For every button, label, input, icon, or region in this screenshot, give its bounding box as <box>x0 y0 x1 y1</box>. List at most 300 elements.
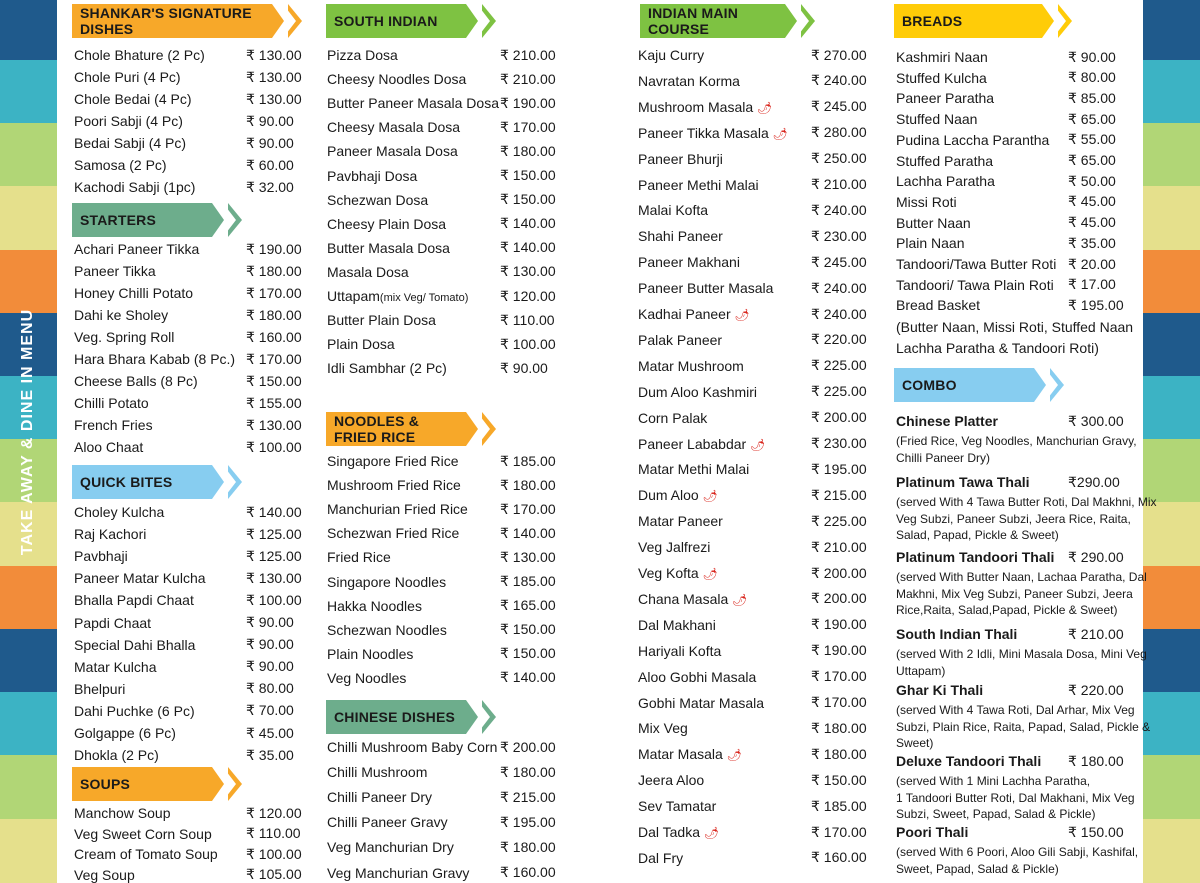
combo-price: ₹ 300.00 <box>1068 412 1124 429</box>
menu-item <box>896 296 1138 314</box>
chili-icon: 🌶 <box>757 100 773 115</box>
menu-item <box>638 668 881 686</box>
item-price: ₹ 180.00 <box>500 763 556 780</box>
menu-item <box>74 134 316 152</box>
item-price: ₹ 225.00 <box>811 383 867 400</box>
item-price: ₹ 140.00 <box>500 239 556 256</box>
item-name: Dum Aloo 🌶 <box>638 487 718 504</box>
menu-item <box>638 383 881 401</box>
item-price: ₹ 220.00 <box>811 331 867 348</box>
combo-description: (served With 4 Tawa Roti, Dal Arhar, Mix Veg <box>896 703 1135 717</box>
menu-item <box>74 240 316 258</box>
item-name: Butter Paneer Masala Dosa <box>327 95 499 112</box>
item-name: Singapore Noodles <box>327 573 447 590</box>
combo-description: Makhni, Mix Veg Subzi, Paneer Subzi, Jeera <box>896 586 1133 601</box>
item-price: ₹ 230.00 <box>811 227 867 244</box>
item-name: Chilli Potato <box>74 395 149 411</box>
item-name: Chilli Mushroom Baby Corn <box>327 739 498 755</box>
item-name: Corn Palak <box>638 409 708 426</box>
item-price: ₹ 180.00 <box>500 838 556 855</box>
item-name: Tandoori/Tawa Butter Roti <box>896 256 1057 272</box>
item-price: ₹ 225.00 <box>811 357 867 374</box>
menu-item <box>327 548 570 566</box>
item-price: ₹ 140.00 <box>246 503 302 520</box>
menu-item <box>327 813 570 831</box>
item-name: Cheesy Plain Dosa <box>327 215 447 232</box>
menu-item <box>74 866 316 883</box>
item-name: Bread Basket <box>896 297 981 314</box>
item-price: ₹ 190.00 <box>500 94 556 111</box>
main-course-title: INDIAN MAIN COURSE <box>640 4 785 38</box>
menu-item <box>896 152 1138 170</box>
menu-item <box>638 305 881 323</box>
item-name: Schezwan Noodles <box>327 621 447 638</box>
item-price: ₹ 100.00 <box>246 845 302 862</box>
item-name: Uttapam(mix Veg/ Tomato) <box>327 288 469 304</box>
item-price: ₹ 180.00 <box>811 745 867 762</box>
combo-item <box>896 625 1136 643</box>
menu-item <box>74 156 316 174</box>
menu-item <box>74 90 316 108</box>
item-name: Stuffed Naan <box>896 111 978 128</box>
item-name: Chole Bhature (2 Pc) <box>74 47 205 63</box>
item-price: ₹ 90.00 <box>246 112 294 129</box>
combo-description: (served With Butter Naan, Lachaa Paratha, Dal <box>896 570 1147 584</box>
item-name: Schezwan Dosa <box>327 191 429 208</box>
item-price: ₹ 90.00 <box>246 636 294 653</box>
chinese-title: CHINESE DISHES <box>326 700 466 734</box>
item-name: Dum Aloo Kashmiri <box>638 383 758 400</box>
breads-title: BREADS <box>894 4 1042 38</box>
item-price: ₹ 65.00 <box>1068 110 1116 127</box>
item-name: Malai Kofta <box>638 202 709 219</box>
chili-icon: 🌶 <box>702 567 718 581</box>
combo-item <box>896 473 1136 491</box>
item-name: Shahi Paneer <box>638 228 723 245</box>
menu-item <box>74 328 316 346</box>
item-name: Dahi ke Sholey <box>74 307 169 323</box>
menu-item <box>74 46 316 64</box>
chili-icon: 🌶 <box>726 748 743 763</box>
banner-arrow-icon <box>228 203 242 237</box>
menu-item <box>74 284 316 302</box>
banner-arrow-icon <box>466 4 478 38</box>
menu-item <box>327 94 570 112</box>
item-name: Veg Manchurian Gravy <box>327 864 470 881</box>
side-label: TAKE AWAY & DINE IN MENU <box>19 308 36 556</box>
item-price: ₹ 240.00 <box>811 305 867 322</box>
chili-icon: 🌶 <box>702 489 718 504</box>
item-price: ₹ 245.00 <box>811 253 867 270</box>
menu-item <box>327 573 570 591</box>
combo-description: Veg Subzi, Paneer Subzi, Jeera Rice, Raita, <box>896 511 1131 526</box>
item-name: Matar Methi Malai <box>638 461 750 478</box>
item-price: ₹ 125.00 <box>246 547 302 564</box>
menu-item <box>74 746 316 764</box>
item-name: Sev Tamatar <box>638 798 717 815</box>
combo-item <box>896 752 1136 770</box>
combo-price: ₹ 290.00 <box>1068 548 1124 565</box>
menu-item <box>327 263 570 281</box>
south-indian-header <box>326 4 496 38</box>
menu-item <box>74 804 316 822</box>
starters-header <box>72 203 242 237</box>
item-name: Butter Plain Dosa <box>327 312 436 329</box>
item-price: ₹ 130.00 <box>246 68 302 85</box>
menu-item <box>74 591 316 609</box>
banner-arrow-icon <box>466 700 478 734</box>
item-price: ₹ 210.00 <box>811 176 867 192</box>
item-name: Lachha Paratha <box>896 173 995 190</box>
menu-item <box>327 359 570 377</box>
bread-basket-note: (Butter Naan, Missi Roti, Stuffed Naan <box>896 319 1134 335</box>
combo-price: ₹290.00 <box>1068 473 1120 490</box>
menu-item <box>327 215 570 233</box>
item-price: ₹ 190.00 <box>246 240 302 257</box>
banner-arrow-icon <box>272 4 284 38</box>
combo-name: South Indian Thali <box>896 626 1018 642</box>
item-price: ₹ 110.00 <box>500 311 555 328</box>
item-price: ₹ 180.00 <box>811 719 867 736</box>
menu-item <box>327 46 570 64</box>
item-price: ₹ 185.00 <box>500 573 556 589</box>
item-name: Poori Sabji (4 Pc) <box>74 113 183 129</box>
main-course-header <box>640 4 815 38</box>
item-name: Matar Kulcha <box>74 658 157 675</box>
item-price: ₹ 45.00 <box>246 724 294 741</box>
menu-item <box>327 287 570 305</box>
item-name: Schezwan Fried Rice <box>327 525 460 542</box>
menu-item <box>74 394 316 412</box>
item-name: Veg Manchurian Dry <box>327 839 454 856</box>
item-price: ₹ 225.00 <box>811 512 867 529</box>
menu-item <box>74 306 316 324</box>
menu-item <box>638 176 881 194</box>
item-name: Matar Masala 🌶 <box>638 746 743 763</box>
combo-description: (served With 1 Mini Lachha Paratha, <box>896 774 1091 788</box>
combo-description: Rice,Raita, Salad,Papad, Pickle & Sweet) <box>896 603 1118 617</box>
menu-item <box>638 616 881 634</box>
item-price: ₹ 195.00 <box>811 460 867 477</box>
combo-price: ₹ 210.00 <box>1068 625 1124 642</box>
item-price: ₹ 170.00 <box>811 694 867 710</box>
item-name: Dahi Puchke (6 Pc) <box>74 702 195 719</box>
chili-icon: 🌶 <box>750 437 766 452</box>
menu-item <box>638 98 881 116</box>
item-price: ₹ 240.00 <box>811 279 867 296</box>
menu-item <box>896 89 1138 107</box>
menu-item <box>74 525 316 543</box>
item-price: ₹ 35.00 <box>246 746 294 763</box>
left-color-stripe <box>0 0 57 883</box>
item-price: ₹ 60.00 <box>246 156 294 173</box>
item-name: Dal Tadka 🌶 <box>638 824 720 840</box>
banner-arrow-icon <box>212 203 224 237</box>
menu-item <box>896 131 1138 149</box>
combo-description: Sweet) <box>896 736 934 750</box>
item-name: Choley Kulcha <box>74 504 165 520</box>
item-name: Cheesy Noodles Dosa <box>327 71 467 88</box>
item-price: ₹ 200.00 <box>811 564 867 581</box>
item-name: Pizza Dosa <box>327 47 398 63</box>
item-name: Hakka Noodles <box>327 597 422 614</box>
menu-item <box>74 724 316 742</box>
soups-title: SOUPS <box>72 767 212 801</box>
combo-header <box>894 368 1064 402</box>
banner-arrow-icon <box>1034 368 1046 402</box>
menu-item <box>74 825 316 843</box>
combo-item <box>896 412 1136 430</box>
item-price: ₹ 90.00 <box>246 658 294 675</box>
item-name: Palak Paneer <box>638 331 723 348</box>
noodles-title: NOODLES & FRIED RICE <box>326 412 466 446</box>
item-price: ₹ 120.00 <box>500 287 556 304</box>
item-name: Achari Paneer Tikka <box>74 241 200 257</box>
chili-icon: 🌶 <box>734 308 750 322</box>
item-name: Chilli Mushroom <box>327 764 428 781</box>
breads-header <box>894 4 1072 38</box>
starters-title: STARTERS <box>72 203 212 237</box>
item-price: ₹ 125.00 <box>246 525 302 542</box>
item-price: ₹ 130.00 <box>246 416 302 433</box>
menu-item <box>638 797 881 815</box>
menu-item <box>74 372 316 390</box>
item-price: ₹ 130.00 <box>246 569 302 586</box>
item-name: French Fries <box>74 417 153 433</box>
item-name: Matar Paneer <box>638 513 723 530</box>
item-name: Cream of Tomato Soup <box>74 846 218 862</box>
item-name: Paneer Tikka <box>74 263 156 279</box>
item-name: Paneer Bhurji <box>638 150 723 167</box>
item-price: ₹ 185.00 <box>811 797 867 814</box>
item-price: ₹ 180.00 <box>246 306 302 323</box>
item-price: ₹ 100.00 <box>500 335 556 352</box>
item-price: ₹ 200.00 <box>811 590 867 607</box>
menu-item <box>638 538 881 556</box>
menu-item <box>327 524 570 542</box>
item-price: ₹ 105.00 <box>246 866 302 882</box>
item-price: ₹ 170.00 <box>500 500 556 517</box>
menu-item <box>638 642 881 660</box>
combo-price: ₹ 180.00 <box>1068 752 1124 769</box>
item-price: ₹ 140.00 <box>500 215 556 232</box>
menu-item <box>74 658 316 676</box>
item-price: ₹ 70.00 <box>246 702 294 719</box>
combo-name: Poori Thali <box>896 824 969 840</box>
banner-arrow-icon <box>228 465 242 499</box>
menu-item <box>638 745 881 763</box>
item-price: ₹ 150.00 <box>500 645 556 662</box>
combo-name: Ghar Ki Thali <box>896 682 984 698</box>
chili-icon: 🌶 <box>732 592 748 607</box>
chili-icon: 🌶 <box>704 826 720 840</box>
menu-item <box>638 409 881 427</box>
item-price: ₹ 150.00 <box>500 191 556 208</box>
menu-item <box>327 597 570 615</box>
banner-arrow-icon <box>801 4 815 38</box>
item-name: Veg Kofta 🌶 <box>638 565 718 581</box>
item-name: Golgappe (6 Pc) <box>74 725 176 741</box>
menu-item <box>74 636 316 654</box>
item-name: Paneer Tikka Masala 🌶 <box>638 124 788 141</box>
combo-description: (served With 6 Poori, Aloo Gili Sabji, Kashifal, <box>896 845 1139 859</box>
item-price: ₹ 270.00 <box>811 46 867 63</box>
item-name: Chana Masala 🌶 <box>638 590 748 607</box>
menu-item <box>74 569 316 587</box>
menu-item <box>74 438 316 456</box>
item-price: ₹ 170.00 <box>811 823 867 840</box>
menu-item <box>638 460 881 478</box>
combo-name: Chinese Platter <box>896 413 998 429</box>
combo-name: Deluxe Tandoori Thali <box>896 753 1042 769</box>
menu-item <box>638 331 881 349</box>
banner-arrow-icon <box>482 412 496 446</box>
item-price: ₹ 130.00 <box>246 46 302 63</box>
menu-item <box>638 279 881 297</box>
item-name: Bhalla Papdi Chaat <box>74 592 194 609</box>
banner-arrow-icon <box>482 700 496 734</box>
combo-description: Subzi, Sweet, Papad, Salad & Pickle) <box>896 807 1096 821</box>
item-name: Kachodi Sabji (1pc) <box>74 179 196 195</box>
menu-item <box>638 771 881 789</box>
item-name: Chole Bedai (4 Pc) <box>74 91 192 107</box>
item-price: ₹ 210.00 <box>500 46 556 63</box>
item-price: ₹ 160.00 <box>500 864 556 880</box>
banner-arrow-icon <box>1042 4 1054 38</box>
banner-arrow-icon <box>1050 368 1064 402</box>
item-name: Samosa (2 Pc) <box>74 157 167 173</box>
menu-item <box>638 849 881 867</box>
menu-item <box>638 564 881 582</box>
item-price: ₹ 170.00 <box>811 668 867 685</box>
item-name: Plain Dosa <box>327 336 395 353</box>
item-price: ₹ 230.00 <box>811 435 867 451</box>
signature-title: SHANKAR'S SIGNATURE DISHES <box>72 4 272 38</box>
item-price: ₹ 170.00 <box>246 350 302 367</box>
combo-description: (served With 2 Idli, Mini Masala Dosa, Mini Veg <box>896 647 1147 661</box>
item-name: Butter Masala Dosa <box>327 239 450 256</box>
menu-item <box>327 621 570 639</box>
item-name: Masala Dosa <box>327 263 409 280</box>
noodles-header <box>326 412 496 446</box>
menu-item <box>74 503 316 521</box>
menu-item <box>327 239 570 257</box>
item-price: ₹ 170.00 <box>246 284 302 301</box>
banner-arrow-icon <box>212 767 224 801</box>
item-name: Stuffed Paratha <box>896 152 994 169</box>
item-name: Matar Mushroom <box>638 357 744 374</box>
menu-item <box>74 68 316 86</box>
menu-item <box>327 191 570 209</box>
item-price: ₹ 17.00 <box>1068 276 1116 293</box>
menu-item <box>74 350 316 368</box>
menu-item <box>327 452 570 470</box>
item-name: Jeera Aloo <box>638 772 705 789</box>
banner-arrow-icon <box>785 4 797 38</box>
item-price: ₹ 215.00 <box>500 788 556 805</box>
combo-description: Sweet, Papad, Salad & Pickle) <box>896 861 1059 876</box>
menu-item <box>327 738 570 756</box>
item-price: ₹ 100.00 <box>246 438 302 455</box>
item-name: Pavbhaji Dosa <box>327 167 418 184</box>
item-price: ₹ 55.00 <box>1068 131 1116 148</box>
item-name: Butter Naan <box>896 214 971 231</box>
combo-description: Uttapam) <box>896 663 946 678</box>
menu-item <box>638 435 881 453</box>
item-price: ₹ 195.00 <box>1068 296 1124 313</box>
item-price: ₹ 110.00 <box>246 825 301 841</box>
menu-item <box>327 763 570 781</box>
item-price: ₹ 165.00 <box>500 597 556 614</box>
item-price: ₹ 150.00 <box>500 167 556 183</box>
menu-item <box>327 500 570 518</box>
menu-item <box>638 227 881 245</box>
item-price: ₹ 150.00 <box>811 771 867 788</box>
menu-item <box>327 788 570 806</box>
menu-item <box>896 172 1138 190</box>
item-price: ₹ 45.00 <box>1068 193 1116 210</box>
item-price: ₹ 200.00 <box>811 409 867 426</box>
item-name: Mushroom Masala 🌶 <box>638 98 773 115</box>
banner-arrow-icon <box>466 412 478 446</box>
menu-item <box>638 124 881 142</box>
item-price: ₹ 120.00 <box>246 804 302 821</box>
combo-item <box>896 681 1136 699</box>
menu-item <box>327 645 570 663</box>
item-name: Plain Naan <box>896 235 965 252</box>
item-price: ₹ 35.00 <box>1068 234 1116 251</box>
item-price: ₹ 100.00 <box>246 591 302 608</box>
item-price: ₹ 210.00 <box>500 70 556 87</box>
menu-item <box>638 253 881 271</box>
combo-description: (served With 4 Tawa Butter Roti, Dal Makhni, Mix <box>896 495 1157 509</box>
menu-item <box>638 823 881 841</box>
item-price: ₹ 180.00 <box>500 476 556 493</box>
item-name: Honey Chilli Potato <box>74 285 194 301</box>
combo-price: ₹ 220.00 <box>1068 681 1124 698</box>
banner-arrow-icon <box>1058 4 1072 38</box>
item-name: Gobhi Matar Masala <box>638 694 765 711</box>
combo-description: Salad, Papad, Pickle & Sweet) <box>896 528 1059 542</box>
item-name: Tandoori/ Tawa Plain Roti <box>896 276 1054 293</box>
item-name: Papdi Chaat <box>74 614 152 631</box>
item-name: Dal Makhani <box>638 616 716 633</box>
menu-item <box>638 201 881 219</box>
item-name: Aloo Gobhi Masala <box>638 668 757 685</box>
item-name: Cheese Balls (8 Pc) <box>74 373 198 389</box>
item-price: ₹ 150.00 <box>246 372 302 389</box>
menu-item <box>327 142 570 160</box>
item-name: Chilli Paneer Gravy <box>327 814 448 831</box>
item-price: ₹ 170.00 <box>500 118 556 135</box>
item-name: Hara Bhara Kabab (8 Pc.) <box>74 351 236 367</box>
item-name: Dal Fry <box>638 849 684 866</box>
menu-item <box>327 669 570 687</box>
menu-item <box>74 702 316 720</box>
item-price: ₹ 250.00 <box>811 150 867 167</box>
south-indian-title: SOUTH INDIAN <box>326 4 466 38</box>
item-price: ₹ 90.00 <box>246 614 294 630</box>
item-price: ₹ 200.00 <box>500 738 556 755</box>
item-name: Chilli Paneer Dry <box>327 789 433 806</box>
menu-item <box>896 193 1138 211</box>
menu-item <box>638 150 881 168</box>
item-name: Bedai Sabji (4 Pc) <box>74 135 187 151</box>
combo-description: 1 Tandoori Butter Roti, Dal Makhani, Mix Veg <box>896 790 1135 805</box>
menu-item <box>896 48 1138 66</box>
item-price: ₹ 32.00 <box>246 178 294 195</box>
item-price: ₹ 210.00 <box>811 538 867 555</box>
